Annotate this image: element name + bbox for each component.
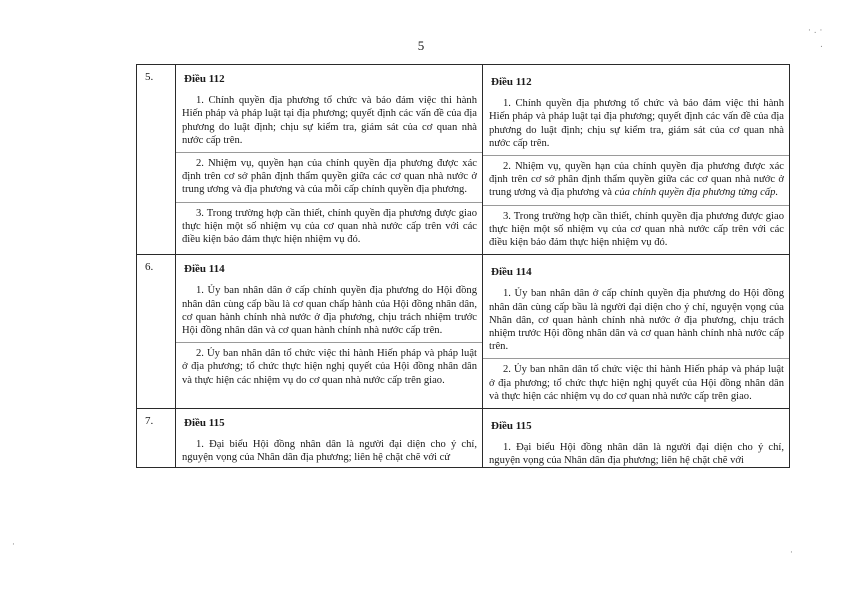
revised-text-cell: [483, 65, 790, 255]
clause: 2. Nhiệm vụ, quyền hạn của chính quyền địa phương được xác định trên cơ sở phân định thẩm quyền giữa các cơ quan nhà nước ở trung ương và địa phương và của chính quyền địa phương từng cấp.: [483, 155, 789, 205]
article-title: Điều 112: [491, 76, 532, 88]
clause: 2. Ủy ban nhân dân tổ chức việc thi hành Hiến pháp và pháp luật ở địa phương; tổ chức thực hiện nghị quyết của Hội đồng nhân dân và thực hiện các nhiệm vụ do cơ quan nhà nước cấp trên giao.: [483, 358, 789, 408]
amended-phrase: của chính quyền địa phương từng cấp.: [614, 187, 779, 199]
clause: 3. Trong trường hợp cần thiết, chính quyền địa phương được giao thực hiện một số nhiệm vụ của cơ quan nhà nước cấp trên với các điều kiện bảo đảm thực hiện nhiệm vụ đó.: [483, 205, 789, 255]
article-title: Điều 114: [184, 263, 225, 276]
scan-speck: .: [820, 40, 823, 50]
clause: 1. Ủy ban nhân dân ở cấp chính quyền địa phương do Hội đồng nhân dân cùng cấp bầu là cơ quan chấp hành của Hội đồng nhân dân, cơ quan hành chính nhà nước ở địa phương, chịu trách nhiệm trước Hội đồng nhân dân và cơ quan hành chính nhà nước cấp trên.: [182, 285, 477, 337]
row-number: 7.: [137, 409, 176, 468]
current-text-cell: [176, 409, 483, 468]
page-number: 5: [417, 38, 425, 53]
clause: 1. Đại biểu Hội đồng nhân dân là người đại diện cho ý chí, nguyện vọng của Nhân dân địa phương; liên hệ chặt chẽ với cử: [182, 439, 477, 464]
revised-text-cell: [483, 409, 790, 468]
table-row: [137, 409, 790, 468]
article-title: Điều 112: [184, 73, 225, 85]
article-title: Điều 114: [491, 266, 532, 279]
clause: 2. Ủy ban nhân dân tổ chức việc thi hành Hiến pháp và pháp luật ở địa phương; tổ chức thực hiện nghị quyết của Hội đồng nhân dân và thực hiện các nhiệm vụ do cơ quan nhà nước cấp trên giao.: [176, 342, 482, 392]
row-number: 6.: [137, 255, 176, 409]
row-number: 5.: [137, 65, 176, 255]
revised-text-cell: [483, 255, 790, 409]
clause: 3. Trong trường hợp cần thiết, chính quyền địa phương được giao thực hiện một số nhiệm vụ của cơ quan nhà nước cấp trên với các điều kiện bảo đảm thực hiện nhiệm vụ đó.: [176, 202, 482, 252]
scan-speck: ·: [12, 540, 15, 550]
table-row: [137, 65, 790, 255]
current-text-cell: [176, 255, 483, 409]
current-text-cell: [176, 65, 483, 255]
article-title: Điều 115: [184, 417, 225, 430]
clause: 1. Đại biểu Hội đồng nhân dân là người đại diện cho ý chí, nguyện vọng của Nhân dân địa phương; liên hệ chặt chẽ với: [489, 442, 784, 467]
comparison-table: [136, 64, 790, 468]
table-row: [137, 255, 790, 409]
clause: 1. Chính quyền địa phương tổ chức và bảo đảm việc thi hành Hiến pháp và pháp luật tại địa phương; quyết định các vấn đề của địa phương do luật định; chịu sự kiểm tra, giám sát của cơ quan nhà nước cấp trên.: [489, 98, 784, 149]
clause: 1. Chính quyền địa phương tổ chức và bảo đảm việc thi hành Hiến pháp và pháp luật tại địa phương; quyết định các vấn đề của địa phương do luật định; chịu sự kiểm tra, giám sát của cơ quan nhà nước cấp trên.: [182, 95, 477, 146]
article-title: Điều 115: [491, 420, 532, 433]
scan-speck: · . ·: [808, 26, 823, 36]
clause: 2. Nhiệm vụ, quyền hạn của chính quyền địa phương được xác định trên cơ sở phân định thẩm quyền giữa các cơ quan nhà nước ở trung ương và địa phương và của mỗi cấp chính quyền địa phương.: [176, 152, 482, 202]
clause: 1. Ủy ban nhân dân ở cấp chính quyền địa phương do Hội đồng nhân dân cùng cấp bầu là người đại diện cho ý chí, nguyện vọng của Nhân dân, cơ quan hành chính nhà nước ở địa phương, chịu trách nhiệm trước Hội đồng nhân dân và cơ quan hành chính nhà nước cấp trên.: [489, 288, 784, 353]
scan-speck: ·: [790, 548, 793, 558]
